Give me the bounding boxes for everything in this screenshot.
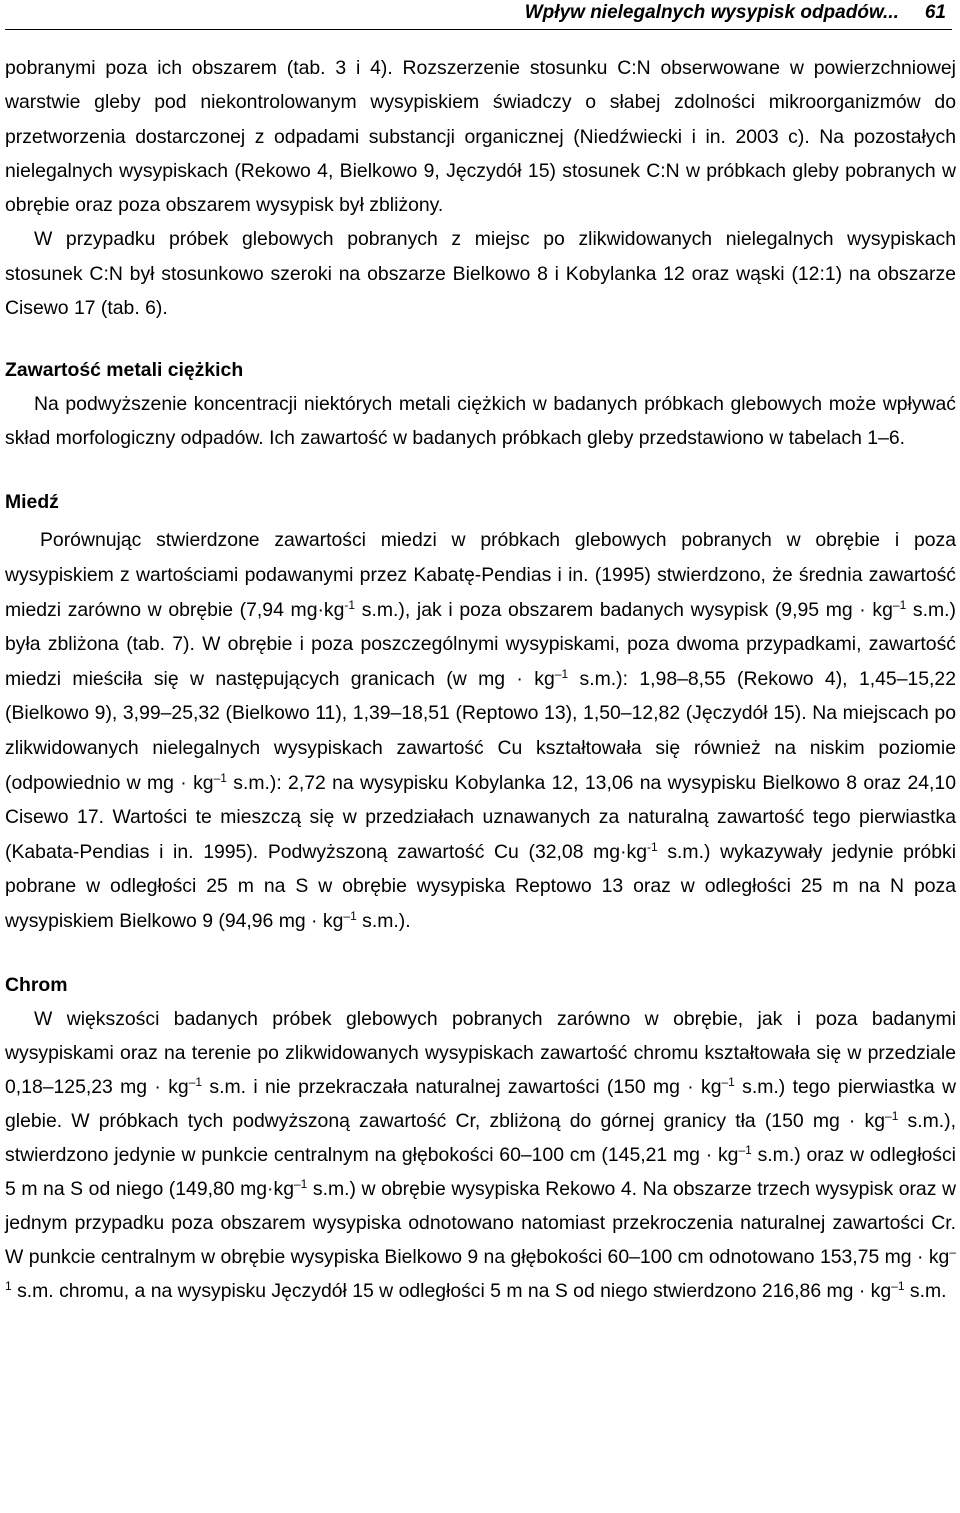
text-run: s.m.) wykazywały jedynie próbki pobrane w odległości 25 m na S w obrębie wysypiska Reptowo 13 oraz w odległości 25 m na N poza wysypiskiem Bielkowo 9 (94,96 mg · kg [5,840,956,932]
running-header [5,0,952,30]
paragraph: Na podwyższenie koncentracji niektórych metali ciężkich w badanych próbkach glebowych może wpływać skład morfologiczny odpadów. Ich zawartość w badanych próbkach gleby przedstawiono w tabelach 1–6. [5,393,956,450]
superscript: –1 [891,1278,905,1293]
superscript: -1 [344,597,356,612]
text-run: s.m.) tego pierwiastka w glebie. W próbkach tych podwyższoną zawartość Cr, zbliżoną do górnej granicy tła (150 mg · kg [5,1075,956,1132]
text-run: s.m. [904,1279,947,1302]
superscript: –1 [721,1074,735,1089]
text-run: s.m.) w obrębie wysypiska Rekowo 4. Na obszarze trzech wysypisk oraz w jednym przypadku poza obszarem wysypiska odnotowano natomiast przekroczenia naturalnej zawartości Cr. W punkcie centralnym w obrębie wysypiska Bielkowo 9 na głębokości 60–100 cm odnotowano 153,75 mg · kg [5,1177,956,1268]
superscript: –1 [294,1176,308,1191]
text-run: s.m.): 1,98–8,55 (Rekowo 4), 1,45–15,22 (Bielkowo 9), 3,99–25,32 (Bielkowo 11), 1,39–18,51 (Reptowo 13), 1,50–12,82 (Jęczydół 15). Na miejscach po zlikwidowanych nielegalnych wysypiskach zawartość Cu kształtowała się również na niskim poziomie (odpowiednio w mg · kg [5,667,956,794]
superscript: –1 [892,597,907,612]
superscript: –1 [738,1142,752,1157]
text-run: s.m.), stwierdzono jedynie w punkcie centralnym na głębokości 60–100 cm (145,21 mg · kg [5,1109,957,1166]
superscript: –1 [5,1244,956,1293]
superscript: –1 [213,770,227,785]
text-run: s.m.), jak i poza obszarem badanych wysypisk (9,95 mg · kg [355,598,893,621]
superscript: –1 [188,1074,203,1089]
running-title: Wpływ nielegalnych wysypisk odpadów... [524,2,899,23]
text-run: s.m. chromu, a na wysypisku Jęczydół 15 w odległości 5 m na S od niego stwierdzono 216,86 mg · kg [11,1279,892,1302]
section-heavy-metals [5,387,956,455]
paragraph [5,523,956,938]
section-heading: Miedź [5,491,59,514]
text-run: s.m.). [356,909,411,932]
text-run: Porównując stwierdzone zawartości miedzi w próbkach glebowych pobranych w obrębie i poza wysypiskiem z wartościami podawanymi przez Kabatę-Pendias i in. (1995) stwierdzono, że średnia zawartość miedzi zarówno w obrębie (7,94 mg·kg [5,529,956,621]
section-chromium [5,1002,956,1308]
paragraph [5,1002,956,1308]
text-run: s.m.): 2,72 na wysypisku Kobylanka 12, 13,06 na wysypisku Bielkowo 8 oraz 24,10 Cisewo 17. Wartości te mieszczą się w przedziałach uznawanych za naturalną zawartość tego pierwiastka (Kabata-Pendias i in. 1995). Podwyższoną zawartość Cu (32,08 mg·kg [5,771,956,863]
section-heading: Zawartość metali ciężkich [5,359,244,382]
superscript: –1 [554,666,569,681]
text-run: s.m. i nie przekraczała naturalnej zawartości (150 mg · kg [202,1075,722,1098]
superscript: –1 [885,1108,899,1123]
paragraph: pobranymi poza ich obszarem (tab. 3 i 4). Rozszerzenie stosunku C:N obserwowane w powierzchniowej warstwie gleby pod niekontrolowanym wysypiskiem świadczy o słabej zdolności mikroorganizmów do przetworzenia dostarczonej z odpadami substancji organicznej (Niedźwiecki i in. 2003 c). Na pozostałych nielegalnych wysypiskach (Rekowo 4, Bielkowo 9, Jęczydół 15) stosunek C:N w próbkach gleby pobranych w obrębie oraz poza obszarem wysypisk był zbliżony. [5,57,956,217]
superscript: -1 [647,839,658,854]
section-intro [5,51,956,325]
text-run: s.m.) była zbliżona (tab. 7). W obrębie i poza poszczególnymi wysypiskami, poza dwoma przypadkami, zawartość miedzi mieściła się w następujących granicach (w mg · kg [5,598,957,690]
paragraph: W przypadku próbek glebowych pobranych z miejsc po zlikwidowanych nielegalnych wysypiskach stosunek C:N był stosunkowo szeroki na obszarze Bielkowo 8 i Kobylanka 12 oraz wąski (12:1) na obszarze Cisewo 17 (tab. 6). [5,228,956,320]
page-number: 61 [924,2,946,23]
text-run: W większości badanych próbek glebowych pobranych zarówno w obrębie, jak i poza badanymi wysypiskami oraz na terenie po zlikwidowanych wysypiskach zawartość chromu kształtowała się w przedziale 0,18–125,23 mg · kg [5,1007,956,1098]
superscript: –1 [343,908,357,923]
text-run: s.m.) oraz w odległości 5 m na S od niego (149,80 mg·kg [5,1143,956,1200]
section-copper [5,523,956,938]
section-heading: Chrom [5,973,68,996]
